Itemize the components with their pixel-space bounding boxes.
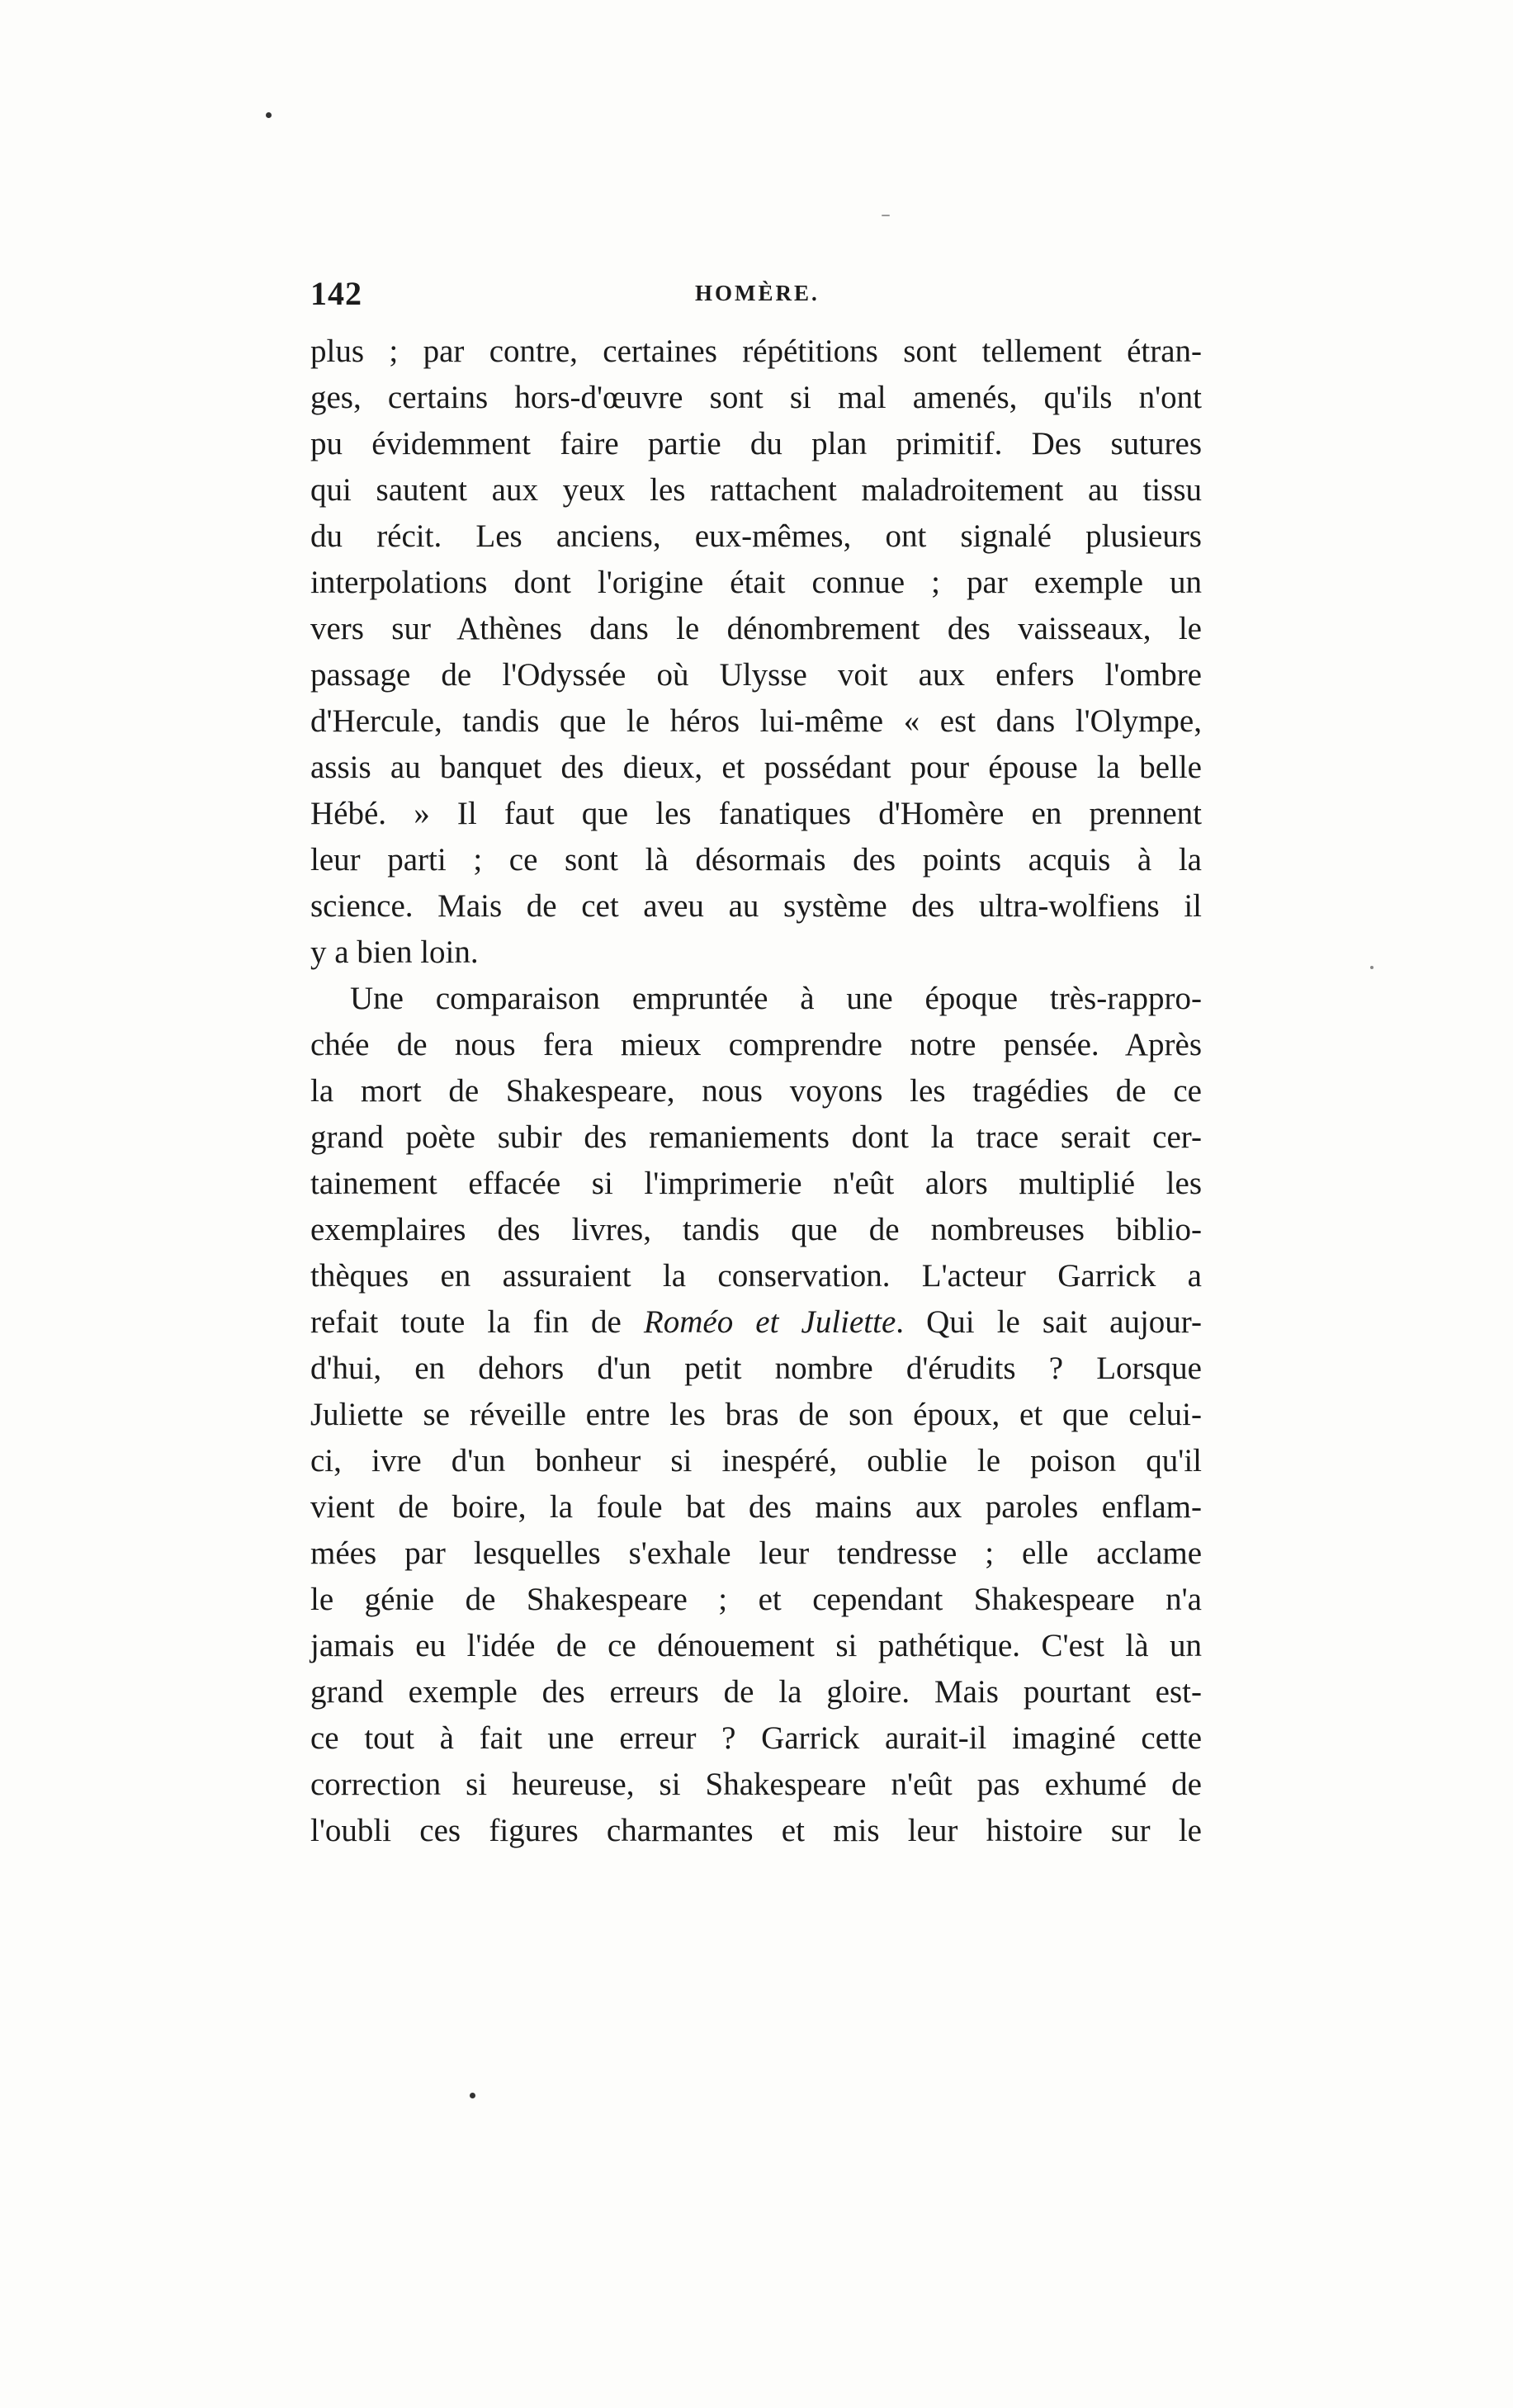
paragraph	[310, 329, 1202, 976]
text-line: interpolations dont l'origine était connue ; par exemple un	[310, 565, 1202, 600]
text-line: ci, ivre d'un bonheur si inespéré, oublie le poison qu'il	[310, 1443, 1202, 1478]
text-line: vient de boire, la foule bat des mains aux paroles enflam-	[310, 1489, 1202, 1525]
text-line: le génie de Shakespeare ; et cependant Shakespeare n'a	[310, 1582, 1202, 1617]
page-number: 142	[310, 275, 362, 312]
text-line: plus ; par contre, certaines répétitions sont tellement étran-	[310, 334, 1202, 369]
text-line: leur parti ; ce sont là désormais des points acquis à la	[310, 842, 1202, 878]
play-title: Roméo et Juliette	[643, 1304, 896, 1340]
ink-speck	[266, 112, 272, 118]
text-line: ce tout à fait une erreur ? Garrick aurait-il imaginé cette	[310, 1720, 1202, 1756]
running-head: HOMÈRE.	[695, 281, 820, 305]
body-text	[310, 329, 1202, 1854]
text-line: d'Hercule, tandis que le héros lui-même « est dans l'Olympe,	[310, 703, 1202, 739]
text-line: la mort de Shakespeare, nous voyons les tragédies de ce	[310, 1073, 1202, 1109]
text-line: chée de nous fera mieux comprendre notre pensée. Après	[310, 1027, 1202, 1062]
text-fragment: refait toute la fin de	[310, 1304, 644, 1340]
ink-speck	[1370, 966, 1374, 969]
text-line: y a bien loin.	[310, 934, 479, 970]
text-line: thèques en assuraient la conservation. L'acteur Garrick a	[310, 1258, 1202, 1294]
text-line: l'oubli ces figures charmantes et mis leur histoire sur le	[310, 1813, 1202, 1848]
ink-speck	[882, 215, 890, 216]
text-line: science. Mais de cet aveu au système des ultra-wolfiens il	[310, 888, 1202, 924]
text-line: Une comparaison empruntée à une époque très-rappro-	[350, 981, 1202, 1016]
text-fragment: . Qui le sait aujour-	[896, 1304, 1202, 1340]
page-header	[310, 274, 1202, 315]
text-line: grand exemple des erreurs de la gloire. Mais pourtant est-	[310, 1674, 1202, 1710]
text-line: jamais eu l'idée de ce dénouement si pathétique. C'est là un	[310, 1628, 1202, 1663]
text-line: d'hui, en dehors d'un petit nombre d'érudits ? Lorsque	[310, 1351, 1202, 1386]
text-line: correction si heureuse, si Shakespeare n'eût pas exhumé de	[310, 1767, 1202, 1802]
text-line: ges, certains hors-d'œuvre sont si mal amenés, qu'ils n'ont	[310, 380, 1202, 415]
text-line: Hébé. » Il faut que les fanatiques d'Homère en prennent	[310, 796, 1202, 831]
text-line: mées par lesquelles s'exhale leur tendresse ; elle acclame	[310, 1535, 1202, 1571]
text-line: passage de l'Odyssée où Ulysse voit aux enfers l'ombre	[310, 657, 1202, 693]
text-line: assis au banquet des dieux, et possédant pour épouse la belle	[310, 750, 1202, 785]
text-line: du récit. Les anciens, eux-mêmes, ont signalé plusieurs	[310, 518, 1202, 554]
ink-speck	[470, 2093, 475, 2098]
text-line: grand poète subir des remaniements dont la trace serait cer-	[310, 1119, 1202, 1155]
text-line	[310, 1299, 1202, 1346]
text-line: vers sur Athènes dans le dénombrement des vaisseaux, le	[310, 611, 1202, 646]
text-line: pu évidemment faire partie du plan primitif. Des sutures	[310, 426, 1202, 461]
text-line: tainement effacée si l'imprimerie n'eût alors multiplié les	[310, 1166, 1202, 1201]
text-line: Juliette se réveille entre les bras de son époux, et que celui-	[310, 1397, 1202, 1432]
paragraph	[310, 976, 1202, 1854]
text-line: qui sautent aux yeux les rattachent maladroitement au tissu	[310, 472, 1202, 508]
text-line: exemplaires des livres, tandis que de nombreuses biblio-	[310, 1212, 1202, 1247]
